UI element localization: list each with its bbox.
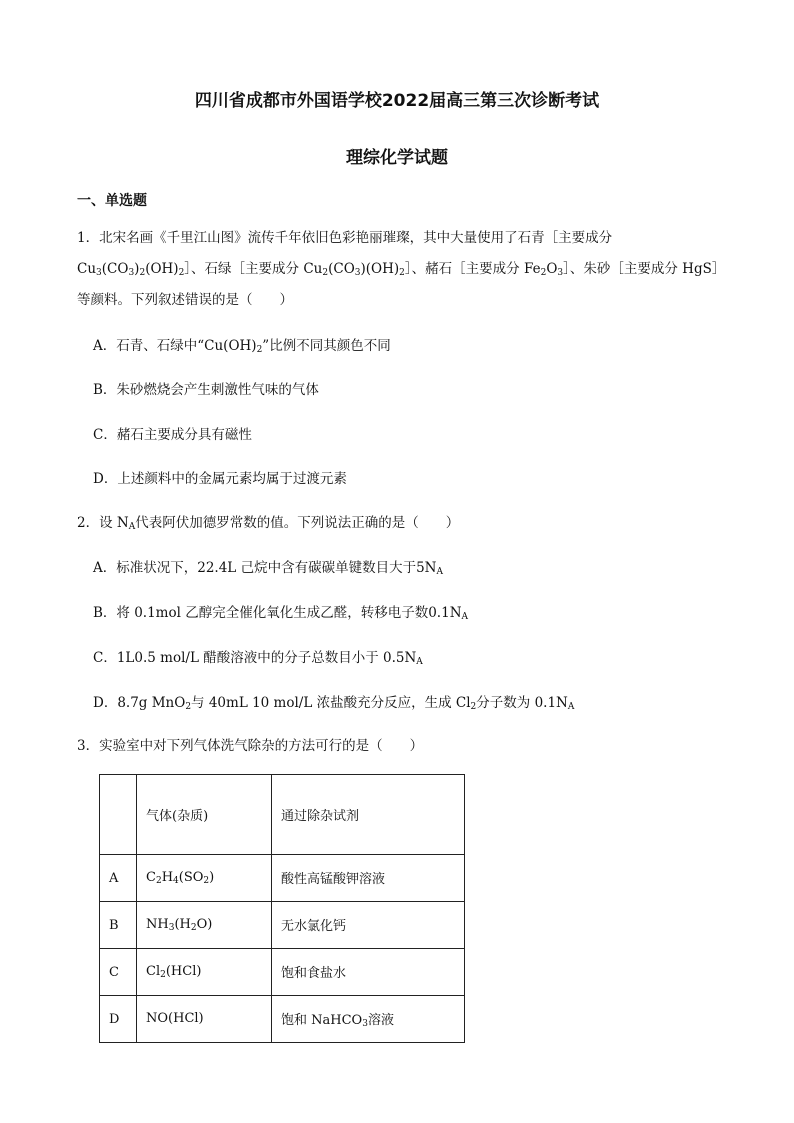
- q1-option-b[interactable]: B．朱砂燃烧会产生刺激性气味的气体: [93, 382, 319, 398]
- q1-stem-line3: 等颜料。下列叙述错误的是（ ）: [77, 292, 293, 308]
- table-row: [100, 949, 465, 996]
- q2-option-b[interactable]: B．将 0.1mol 乙醇完全催化氧化生成乙醛，转移电子数$0.1N_A$: [93, 605, 469, 622]
- table-header-cell: 通过除杂试剂: [272, 775, 465, 855]
- row-label: B: [100, 902, 137, 949]
- q1-stem-line2: $Cu_3(CO_3)_2(OH)_2]$、石绿［主要成分 $Cu_2(CO_3)(OH)_2]$、赭石［主要成分 $Fe_2O_3]$、朱砂［主要成分 HgS］: [77, 261, 726, 278]
- page-subtitle: 理综化学试题: [346, 148, 448, 168]
- table-header-cell: [100, 775, 137, 855]
- row-label: D: [100, 996, 137, 1043]
- table-row: [100, 855, 465, 902]
- table-header-row: [100, 775, 465, 855]
- q3-table: [99, 774, 465, 1043]
- gas-cell: $NH_3(H_2O)$: [137, 902, 272, 949]
- row-label: A: [100, 855, 137, 902]
- q1-option-d[interactable]: D．上述颜料中的金属元素均属于过渡元素: [93, 471, 347, 487]
- q2-option-a[interactable]: A．标准状况下，22.4L 己烷中含有碳碳单键数目大于$5N_A$: [93, 560, 443, 577]
- gas-cell: $C_2H_4(SO_2)$: [137, 855, 272, 902]
- q1-option-a[interactable]: A．石青、石绿中“$Cu(OH)_2$”比例不同其颜色不同: [93, 338, 391, 355]
- section-heading: 一、单选题: [77, 193, 147, 209]
- q2-stem: 2．设 $N_A$代表阿伏加德罗常数的值。下列说法正确的是（ ）: [77, 515, 460, 532]
- page-title: 四川省成都市外国语学校2022届高三第三次诊断考试: [194, 91, 600, 111]
- table-row: [100, 902, 465, 949]
- q1-stem-line1: 1．北宋名画《千里江山图》流传千年依旧色彩艳丽璀璨，其中大量使用了石青［主要成分: [77, 230, 613, 246]
- gas-cell: NO(HCl): [137, 996, 272, 1043]
- table-header-cell: 气体(杂质): [137, 775, 272, 855]
- q1-option-c[interactable]: C．赭石主要成分具有磁性: [93, 427, 252, 443]
- reagent-cell: 饱和食盐水: [272, 949, 465, 996]
- q2-option-c[interactable]: C．1L0.5 mol/L 醋酸溶液中的分子总数目小于 $0.5N_A$: [93, 650, 423, 667]
- reagent-cell: 酸性高锰酸钾溶液: [272, 855, 465, 902]
- q2-option-d[interactable]: D．8.7g MnO$_2$与 40mL 10 mol/L 浓盐酸充分反应，生成 $Cl_2$分子数为 $0.1N_A$: [93, 695, 575, 712]
- reagent-cell: 无水氯化钙: [272, 902, 465, 949]
- q3-stem: 3．实验室中对下列气体洗气除杂的方法可行的是（ ）: [77, 738, 424, 754]
- reagent-cell: 饱和 NaHCO$_3$溶液: [272, 996, 465, 1043]
- table-row: [100, 996, 465, 1043]
- gas-cell: $Cl_2(HCl)$: [137, 949, 272, 996]
- row-label: C: [100, 949, 137, 996]
